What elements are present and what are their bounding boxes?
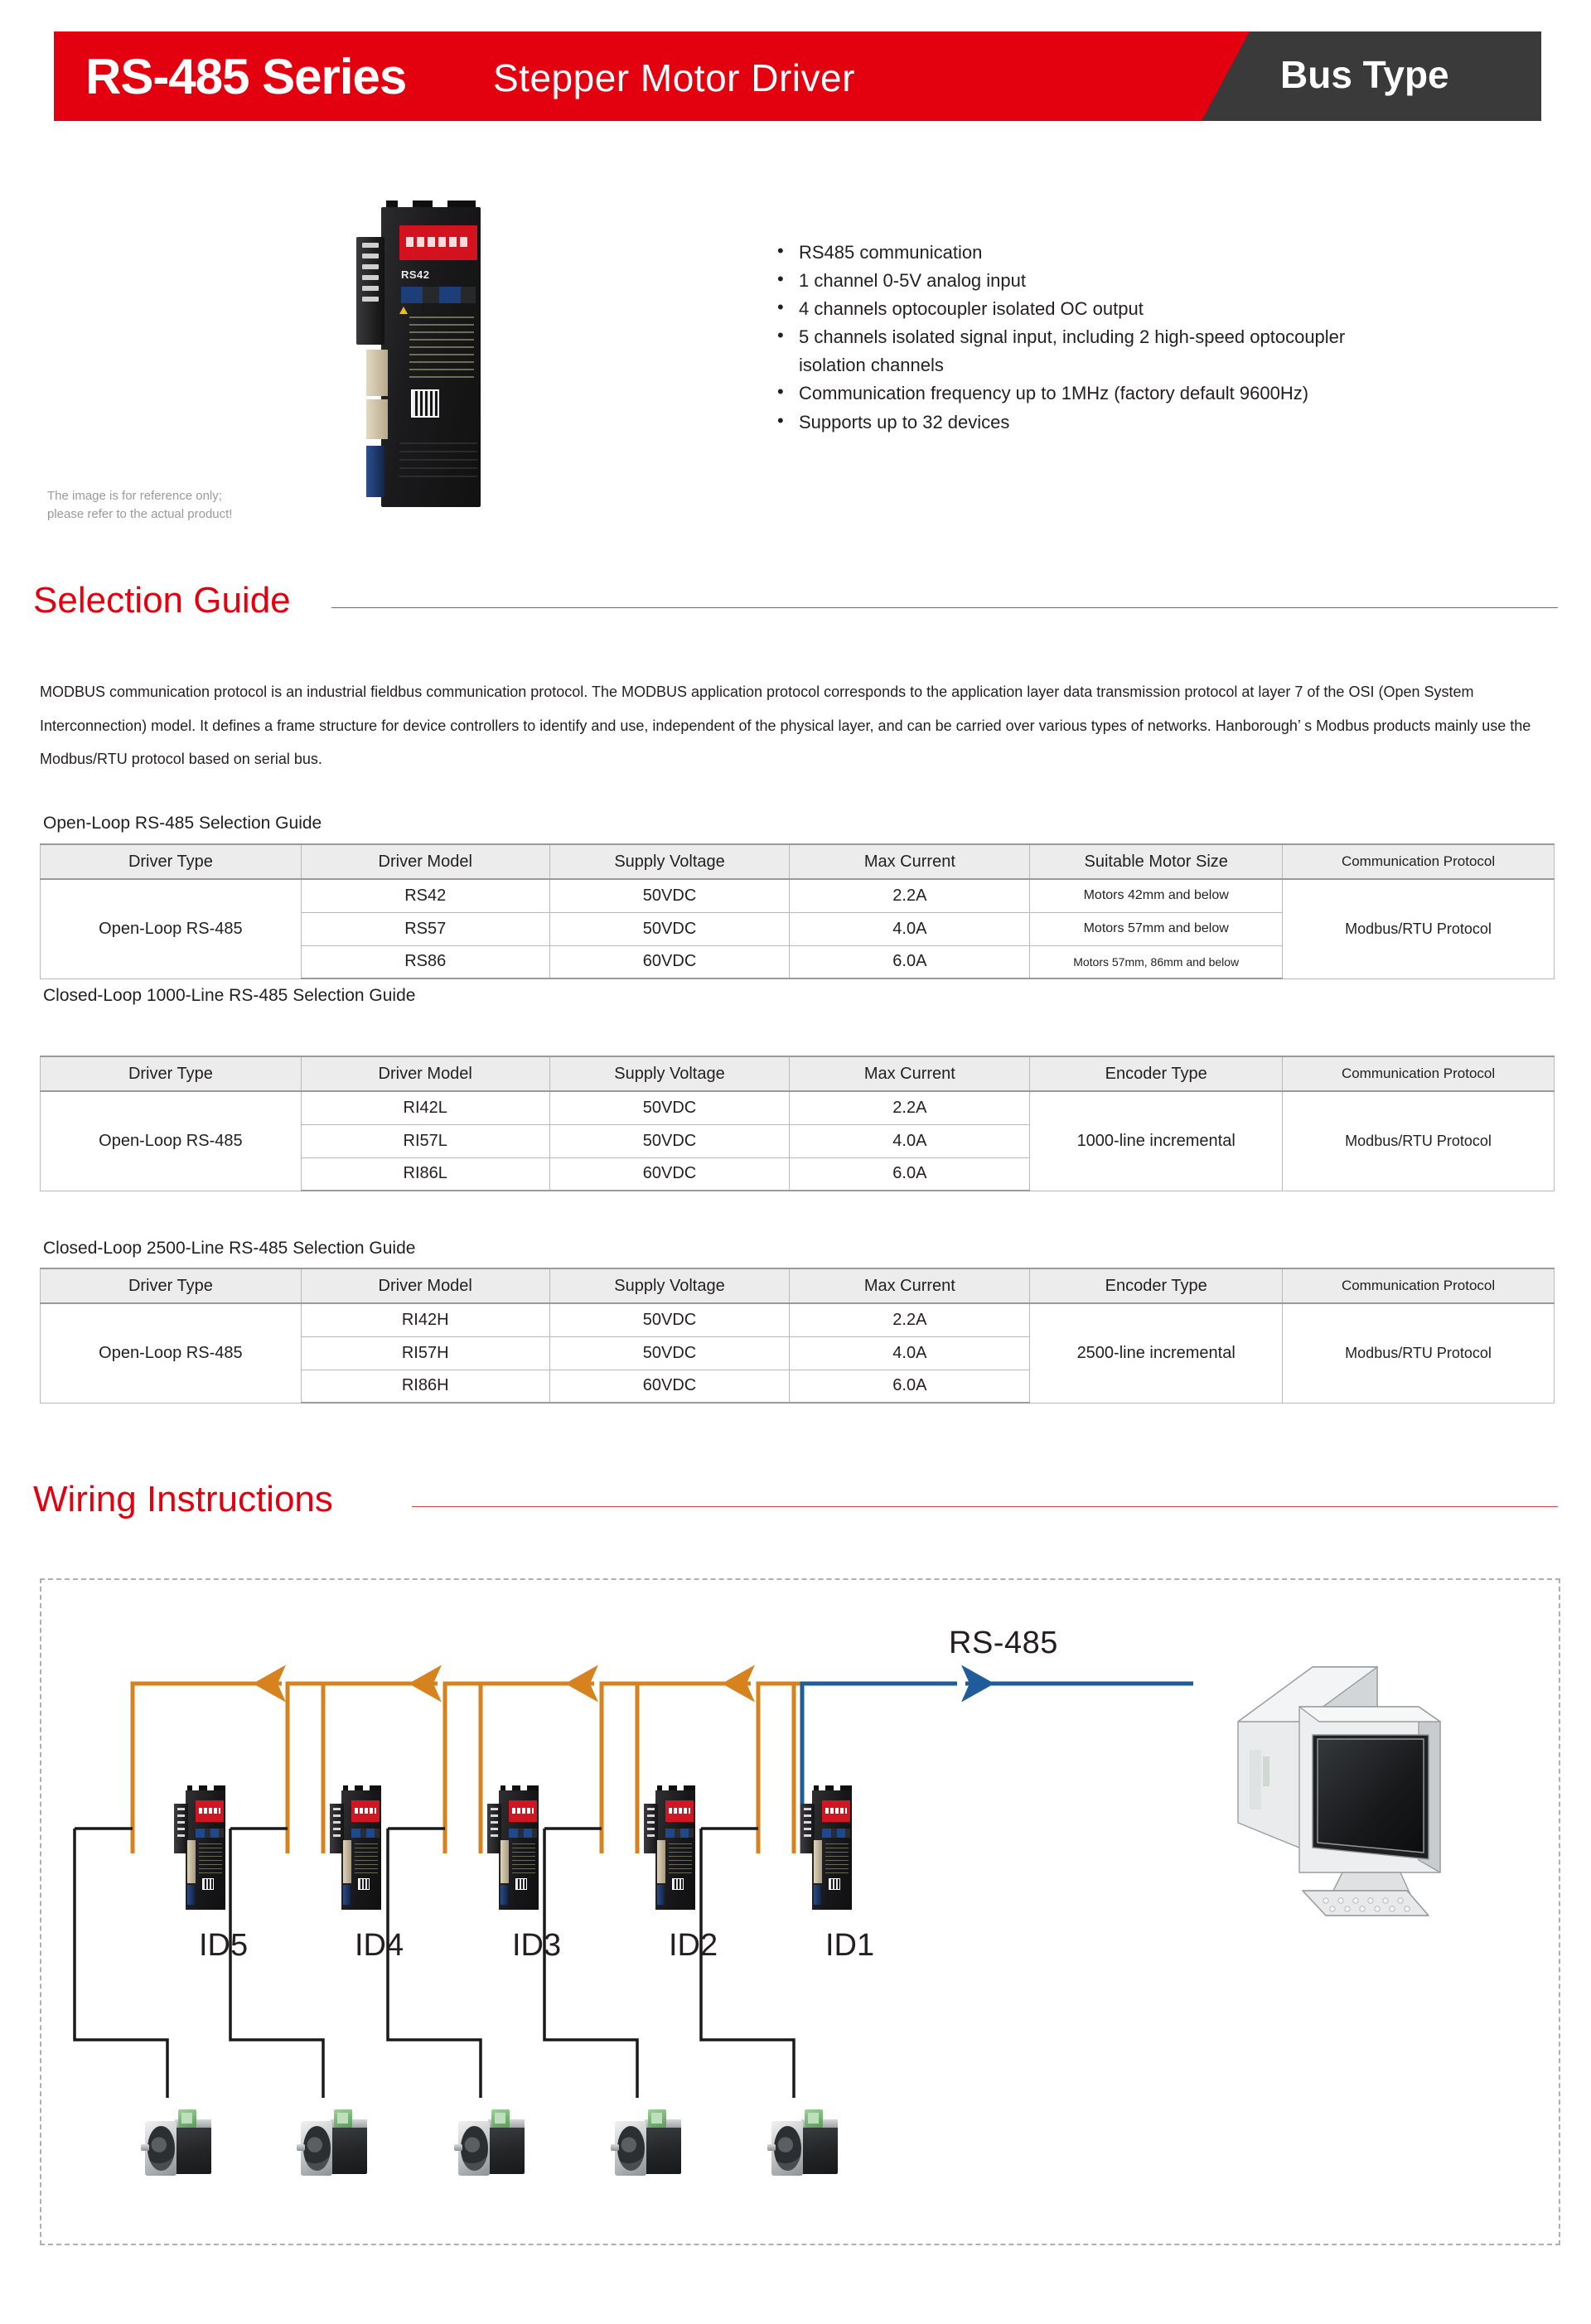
diagram-driver-id5 [174,1785,227,1910]
cell-voltage: 50VDC [549,1303,790,1336]
cell-current: 4.0A [790,1124,1030,1157]
cell-driver-type: Open-Loop RS-485 [41,879,302,978]
feature-bullet-list [771,239,1384,437]
diagram-driver-id2 [644,1785,697,1910]
cell-voltage: 50VDC [549,1336,790,1370]
cell-model: RI42H [301,1303,549,1336]
col-supply-voltage: Supply Voltage [549,1056,790,1091]
cell-current: 6.0A [790,1370,1030,1403]
cell-driver-type: Open-Loop RS-485 [41,1303,302,1403]
cell-driver-type: Open-Loop RS-485 [41,1091,302,1191]
cell-motor-size: Motors 57mm and below [1030,912,1283,945]
table-row [41,1091,1555,1124]
cell-model: RS57 [301,912,549,945]
col-driver-type: Driver Type [41,844,302,879]
selection-guide-intro: MODBUS communication protocol is an industrial fieldbus communication protocol. The MODBUS application protocol corresponds to the application layer data transmission protocol at layer 7 of the OSI (Open System Interconnection) model. It defines a frame structure for device controllers to identify and use, independent of the physical layer, and can be carried over various types of networks. Hanborough’ s Modbus products mainly use the Modbus/RTU protocol based on serial bus. [40,684,1531,767]
rs485-bus-label: RS-485 [949,1626,1058,1660]
table-header-row [41,1268,1555,1303]
cell-voltage: 60VDC [549,1370,790,1403]
cell-model: RI86H [301,1370,549,1403]
col-motor-size: Suitable Motor Size [1030,844,1283,879]
cell-motor-size: Motors 42mm and below [1030,879,1283,912]
cell-voltage: 50VDC [549,1124,790,1157]
feature-item: • RS485 communication [771,239,1384,267]
feature-item: • 1 channel 0-5V analog input [771,267,1384,295]
closed-loop-2500-table [40,1268,1555,1404]
cell-model: RI57H [301,1336,549,1370]
cell-voltage: 50VDC [549,879,790,912]
diagram-motor-id2 [615,2109,686,2179]
closed-loop-1000-table [40,1056,1555,1191]
col-protocol: Communication Protocol [1283,844,1555,879]
diagram-motor-id5 [145,2109,216,2179]
device-id-label-3: ID3 [512,1928,562,1963]
diagram-motor-id4 [301,2109,372,2179]
col-max-current: Max Current [790,844,1030,879]
cell-voltage: 50VDC [549,1091,790,1124]
cell-motor-size: Motors 57mm, 86mm and below [1030,945,1283,978]
cell-model: RS42 [301,879,549,912]
col-encoder-type: Encoder Type [1030,1268,1283,1303]
cell-current: 4.0A [790,912,1030,945]
col-protocol: Communication Protocol [1283,1268,1555,1303]
page-subtitle: Stepper Motor Driver [493,56,855,99]
table-row [41,879,1555,912]
table-caption-closed-2500: Closed-Loop 2500-Line RS-485 Selection Guide [43,1239,416,1258]
cell-encoder-type: 2500-line incremental [1030,1303,1283,1403]
page-header [0,31,1541,121]
col-driver-type: Driver Type [41,1056,302,1091]
diagram-motor-id1 [771,2109,843,2179]
driver-spec-print [409,316,474,378]
open-loop-table [40,843,1555,979]
cell-protocol: Modbus/RTU Protocol [1283,879,1555,978]
col-max-current: Max Current [790,1056,1030,1091]
driver-connector-lower [366,399,388,439]
col-supply-voltage: Supply Voltage [549,844,790,879]
driver-terminal-block [356,237,384,345]
selection-guide-heading: Selection Guide [33,580,291,621]
disclaimer-line-1: The image is for reference only; [47,489,222,503]
cell-model: RI86L [301,1157,549,1191]
cell-model: RI42L [301,1091,549,1124]
feature-item: • Communication frequency up to 1MHz (factory default 9600Hz) [771,379,1384,408]
driver-lower-print [399,442,477,484]
col-protocol: Communication Protocol [1283,1056,1555,1091]
col-driver-model: Driver Model [301,1268,549,1303]
diagram-motor-id3 [458,2109,530,2179]
cell-current: 2.2A [790,1091,1030,1124]
page-title: RS-485 Series [85,49,407,104]
driver-brand-label [399,225,477,260]
device-id-label-5: ID5 [199,1928,249,1963]
feature-item: • Supports up to 32 devices [771,408,1384,437]
cell-encoder-type: 1000-line incremental [1030,1091,1283,1191]
cell-protocol: Modbus/RTU Protocol [1283,1303,1555,1403]
cell-voltage: 60VDC [549,1157,790,1191]
table-header-row [41,1056,1555,1091]
col-driver-model: Driver Model [301,844,549,879]
diagram-driver-id1 [800,1785,854,1910]
disclaimer-line-2: please refer to the actual product! [47,506,233,521]
driver-rotary-switches [401,287,476,303]
col-supply-voltage: Supply Voltage [549,1268,790,1303]
product-disclaimer [47,487,232,524]
feature-item: • 4 channels optocoupler isolated OC output [771,295,1384,323]
diagram-driver-id4 [330,1785,383,1910]
cell-current: 6.0A [790,945,1030,978]
table-caption-closed-1000: Closed-Loop 1000-Line RS-485 Selection Guide [43,986,416,1005]
driver-dip-switch [366,446,384,497]
table-row [41,1303,1555,1336]
selection-guide-rule [331,607,1558,608]
cell-model: RI57L [301,1124,549,1157]
cell-current: 2.2A [790,879,1030,912]
col-driver-type: Driver Type [41,1268,302,1303]
bus-type-badge: Bus Type [1280,53,1449,96]
diagram-driver-id3 [487,1785,540,1910]
table-header-row [41,844,1555,879]
cell-current: 6.0A [790,1157,1030,1191]
qr-code-icon [411,389,439,418]
cell-current: 4.0A [790,1336,1030,1370]
col-max-current: Max Current [790,1268,1030,1303]
cell-voltage: 50VDC [549,912,790,945]
device-id-label-4: ID4 [355,1928,404,1963]
cell-voltage: 60VDC [549,945,790,978]
cell-model: RS86 [301,945,549,978]
device-id-label-1: ID1 [825,1928,875,1963]
wiring-instructions-rule [412,1506,1558,1507]
product-photo [348,201,514,515]
device-id-label-2: ID2 [669,1928,718,1963]
host-computer-illustration [1220,1624,1493,1930]
cell-protocol: Modbus/RTU Protocol [1283,1091,1555,1191]
table-caption-open-loop: Open-Loop RS-485 Selection Guide [43,814,322,833]
driver-connector-upper [366,350,388,396]
col-encoder-type: Encoder Type [1030,1056,1283,1091]
driver-model-print: RS42 [401,268,430,281]
wiring-instructions-heading: Wiring Instructions [33,1479,333,1520]
cell-current: 2.2A [790,1303,1030,1336]
feature-item: • 5 channels isolated signal input, including 2 high-speed optocoupler isolation channels [771,323,1384,379]
col-driver-model: Driver Model [301,1056,549,1091]
